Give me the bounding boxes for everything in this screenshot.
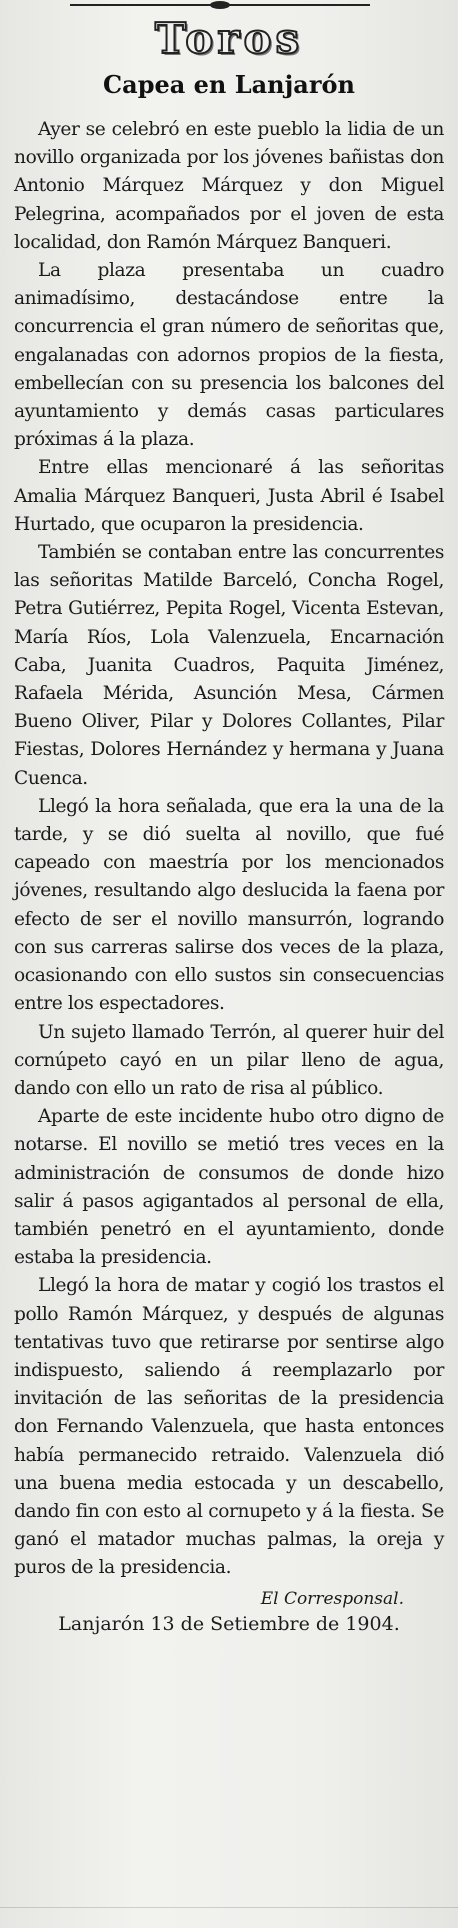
article-paragraph: Aparte de este incidente hubo otro digno de notarse. El novillo se metió tres veces en la administración de consumos de donde hizo salir á pasos agigantados al personal de ella, también penetró en el ayuntamiento, donde estaba la presidencia. [14,1106,444,1269]
article-headline: Capea en Lanjarón [103,70,355,99]
article-paragraph: Entre ellas mencionaré á las señoritas Amalia Márquez Banqueri, Justa Abril é Isabel Hurtado, que ocuparon la presidencia. [14,457,444,535]
article-paragraph: Llegó la hora señalada, que era la una de la tarde, y se dió suelta al novillo, que fué capeado con maestría por los mencionados jóvenes, resultando algo deslucida la faena por efecto de ser el novillo mansurrón, logrando con sus carreras salirse dos veces de la plaza, ocasionando con ello sustos sin consecuencias entre los espectadores. [14,795,444,1015]
paper-fold-line [0,1907,458,1908]
article-signature: El Corresponsal. [260,1588,404,1609]
article-paragraph: Ayer se celebró en este pueblo la lidia de un novillo organizada por los jóvenes bañistas don Antonio Márquez Márquez y don Miguel Pelegrina, acompañados por el joven de esta localidad, don Ramón Márquez Banqueri. [14,119,444,253]
article-paragraph: Llegó la hora de matar y cogió los trastos el pollo Ramón Márquez, y después de algunas tentativas tuvo que retirarse por sentirse algo indispuesto, saliendo á reemplazarlo por invitación de las señoritas de la presidencia don Fernando Valenzuela, que hasta entonces había permanecido retraido. Valenzuela dió una buena media estocada y un descabello, dando fin con esto al cornupeto y á la fiesta. Se ganó el matador muchas palmas, la oreja y puros de la presidencia. [14,1275,444,1579]
article-paragraph: También se contaban entre las concurrentes las señoritas Matilde Barceló, Concha Rogel, Petra Gutiérrez, Pepita Rogel, Vicenta Estevan, María Ríos, Lola Valenzuela, Encarnación Caba, Juanita Cuadros, Paquita Jiménez, Rafaela Mérida, Asunción Mesa, Cármen Bueno Oliver, Pilar y Dolores Collantes, Pilar Fiestas, Dolores Hernández y hermana y Juana Cuenca. [14,542,444,789]
article-paragraph: Un sujeto llamado Terrón, al querer huir del cornúpeto cayó en un pilar lleno de agua, dando con ello un rato de risa al público. [14,1021,444,1099]
article-paragraph: La plaza presentaba un cuadro animadísimo, destacándose entre la concurrencia el gran número de señoritas que, engalanadas con adornos propios de la fiesta, embellecían con su presencia los balcones del ayuntamiento y demás casas particulares próximas á la plaza. [14,260,444,451]
ornamental-rule [70,4,370,6]
article-dateline: Lanjarón 13 de Setiembre de 1904. [58,1612,400,1635]
section-title: Toros [154,14,304,63]
article-body [14,116,444,1583]
